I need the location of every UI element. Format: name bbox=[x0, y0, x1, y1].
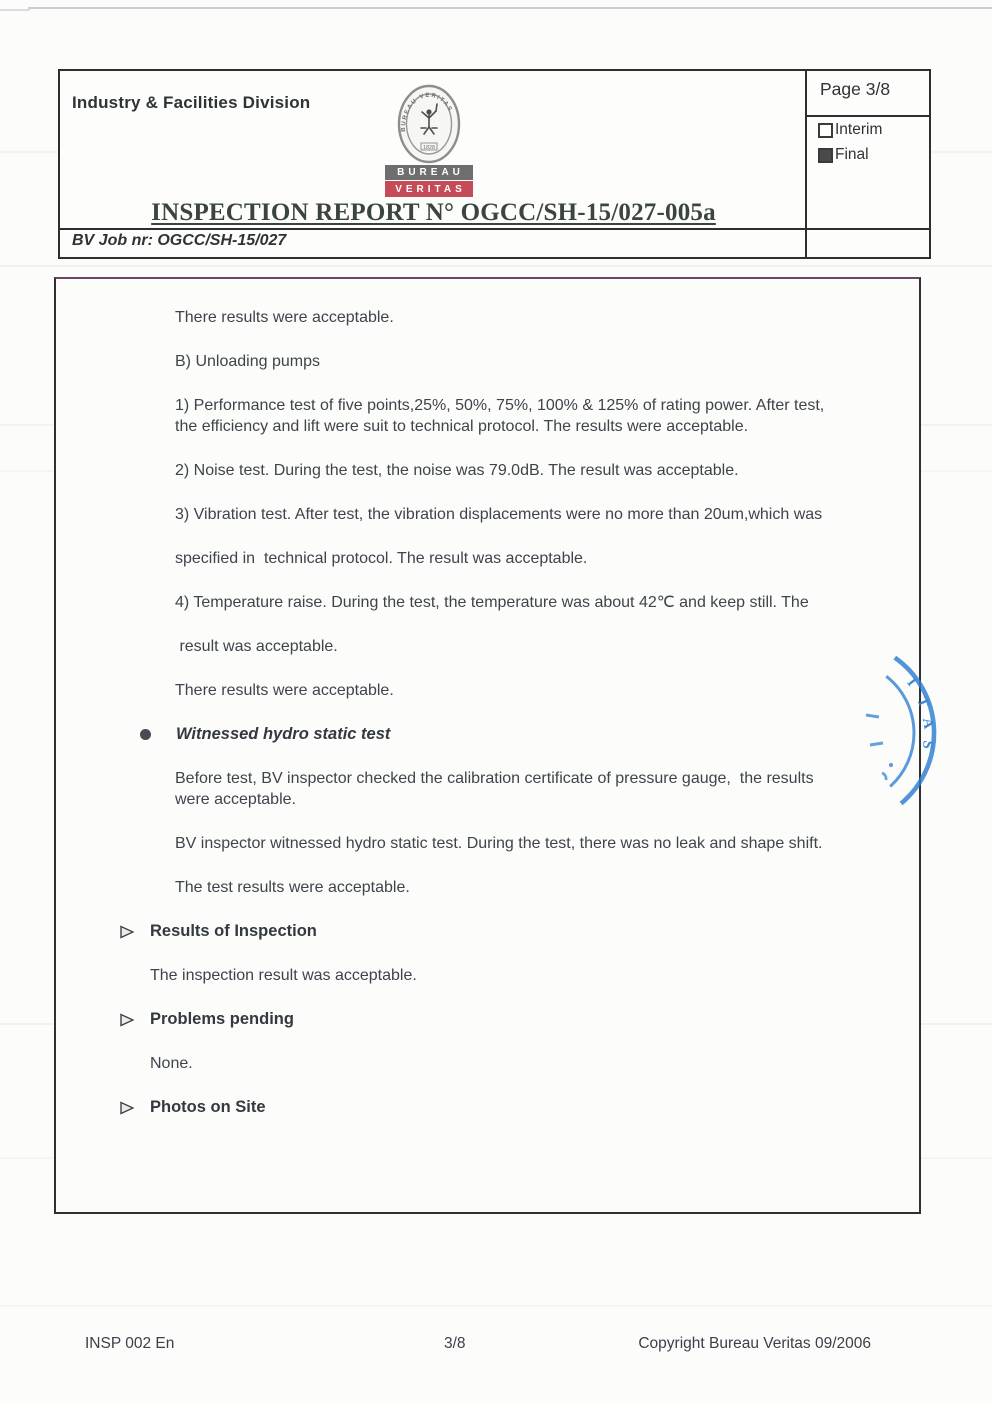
svg-text:T: T bbox=[913, 694, 932, 711]
body-paragraph bbox=[175, 768, 905, 810]
body-paragraph bbox=[175, 877, 905, 898]
body-paragraph bbox=[175, 504, 905, 525]
section-heading bbox=[120, 1097, 905, 1118]
body-text-line: None. bbox=[150, 1055, 193, 1072]
section-heading-text: Photos on Site bbox=[150, 1098, 266, 1116]
report-header-table bbox=[58, 69, 931, 259]
footer-page-number: 3/8 bbox=[444, 1335, 466, 1352]
body-paragraph bbox=[175, 680, 905, 701]
body-paragraph bbox=[175, 636, 905, 657]
body-text-line: Before test, BV inspector checked the calibration certificate of pressure gauge, the results bbox=[175, 770, 814, 787]
body-text-line: B) Unloading pumps bbox=[175, 353, 320, 370]
body-paragraph bbox=[175, 351, 905, 372]
arrow-head-icon bbox=[120, 1101, 134, 1115]
scan-artifact bbox=[0, 265, 992, 267]
checkbox-label: Interim bbox=[835, 121, 883, 138]
bv-job-number: BV Job nr: OGCC/SH-15/027 bbox=[72, 232, 287, 249]
section-heading bbox=[120, 921, 905, 942]
svg-text:BUREAU VERITAS: BUREAU VERITAS bbox=[400, 92, 454, 132]
bureau-veritas-logo bbox=[385, 84, 473, 197]
svg-text:I: I bbox=[903, 675, 920, 690]
body-paragraph bbox=[175, 395, 905, 437]
scan-artifact bbox=[0, 1305, 992, 1307]
body-text-line: 2) Noise test. During the test, the noise was 79.0dB. The result was acceptable. bbox=[175, 462, 739, 479]
body-paragraph bbox=[175, 833, 905, 854]
section-heading bbox=[120, 1009, 905, 1030]
page-number-label: Page 3/8 bbox=[820, 79, 891, 99]
checkbox-label: Final bbox=[835, 146, 869, 163]
section-heading-text: Problems pending bbox=[150, 1010, 294, 1028]
footer-form-code: INSP 002 En bbox=[85, 1335, 175, 1352]
logo-veritas-band: VERITAS bbox=[385, 181, 473, 197]
body-text-line: 1) Performance test of five points,25%, 50%, 75%, 100% & 125% of rating power. After test, bbox=[175, 397, 825, 414]
body-text-line: 4) Temperature raise. During the test, the temperature was about 42℃ and keep still. The bbox=[175, 594, 809, 611]
report-title: INSPECTION REPORT N° OGCC/SH-15/027-005a bbox=[151, 199, 716, 226]
body-paragraph bbox=[175, 592, 905, 613]
body-text-line: There results were acceptable. bbox=[175, 309, 394, 326]
body-text-line: specified in technical protocol. The result was acceptable. bbox=[175, 550, 588, 567]
logo-bureau-band: BUREAU bbox=[385, 165, 473, 180]
bullet-dot-icon bbox=[140, 729, 151, 740]
division-label: Industry & Facilities Division bbox=[72, 93, 311, 112]
footer-copyright: Copyright Bureau Veritas 09/2006 bbox=[638, 1335, 871, 1352]
checkbox-row-interim bbox=[818, 121, 882, 139]
section-heading-text: Results of Inspection bbox=[150, 922, 317, 940]
bullet-heading bbox=[140, 724, 905, 745]
body-text-line: The test results were acceptable. bbox=[175, 879, 410, 896]
checked-checkbox-icon bbox=[818, 148, 833, 163]
arrow-head-icon bbox=[120, 1013, 134, 1027]
unchecked-checkbox-icon bbox=[818, 123, 833, 138]
svg-text:S: S bbox=[918, 739, 936, 750]
bullet-heading-text: Witnessed hydro static test bbox=[176, 725, 391, 743]
scan-artifact bbox=[28, 7, 992, 9]
body-paragraph bbox=[150, 1053, 905, 1074]
body-paragraph bbox=[175, 307, 905, 328]
arrow-head-icon bbox=[120, 925, 134, 939]
report-type-checkboxes bbox=[818, 121, 882, 171]
body-text-line: were acceptable. bbox=[175, 791, 296, 808]
page-cell-divider bbox=[807, 115, 929, 117]
report-body-box bbox=[54, 277, 921, 1214]
body-paragraph bbox=[175, 548, 905, 569]
svg-text:1828: 1828 bbox=[423, 144, 435, 151]
scan-artifact bbox=[0, 9, 30, 11]
bv-emblem-icon bbox=[397, 84, 461, 164]
body-paragraph bbox=[150, 965, 905, 986]
body-text-line: BV inspector witnessed hydro static test. During the test, there was no leak and shape shift. bbox=[175, 835, 823, 852]
body-text-line: There results were acceptable. bbox=[175, 682, 394, 699]
body-text-line: 3) Vibration test. After test, the vibration displacements were no more than 20um,which was bbox=[175, 506, 823, 523]
job-row-divider bbox=[60, 228, 929, 230]
body-text-line: The inspection result was acceptable. bbox=[150, 967, 417, 984]
body-paragraph bbox=[175, 460, 905, 481]
svg-text:A: A bbox=[918, 716, 937, 731]
checkbox-row-final bbox=[818, 146, 882, 164]
body-text-line: result was acceptable. bbox=[175, 638, 338, 655]
body-text-line: the efficiency and lift were suit to technical protocol. The results were acceptable. bbox=[175, 418, 749, 435]
